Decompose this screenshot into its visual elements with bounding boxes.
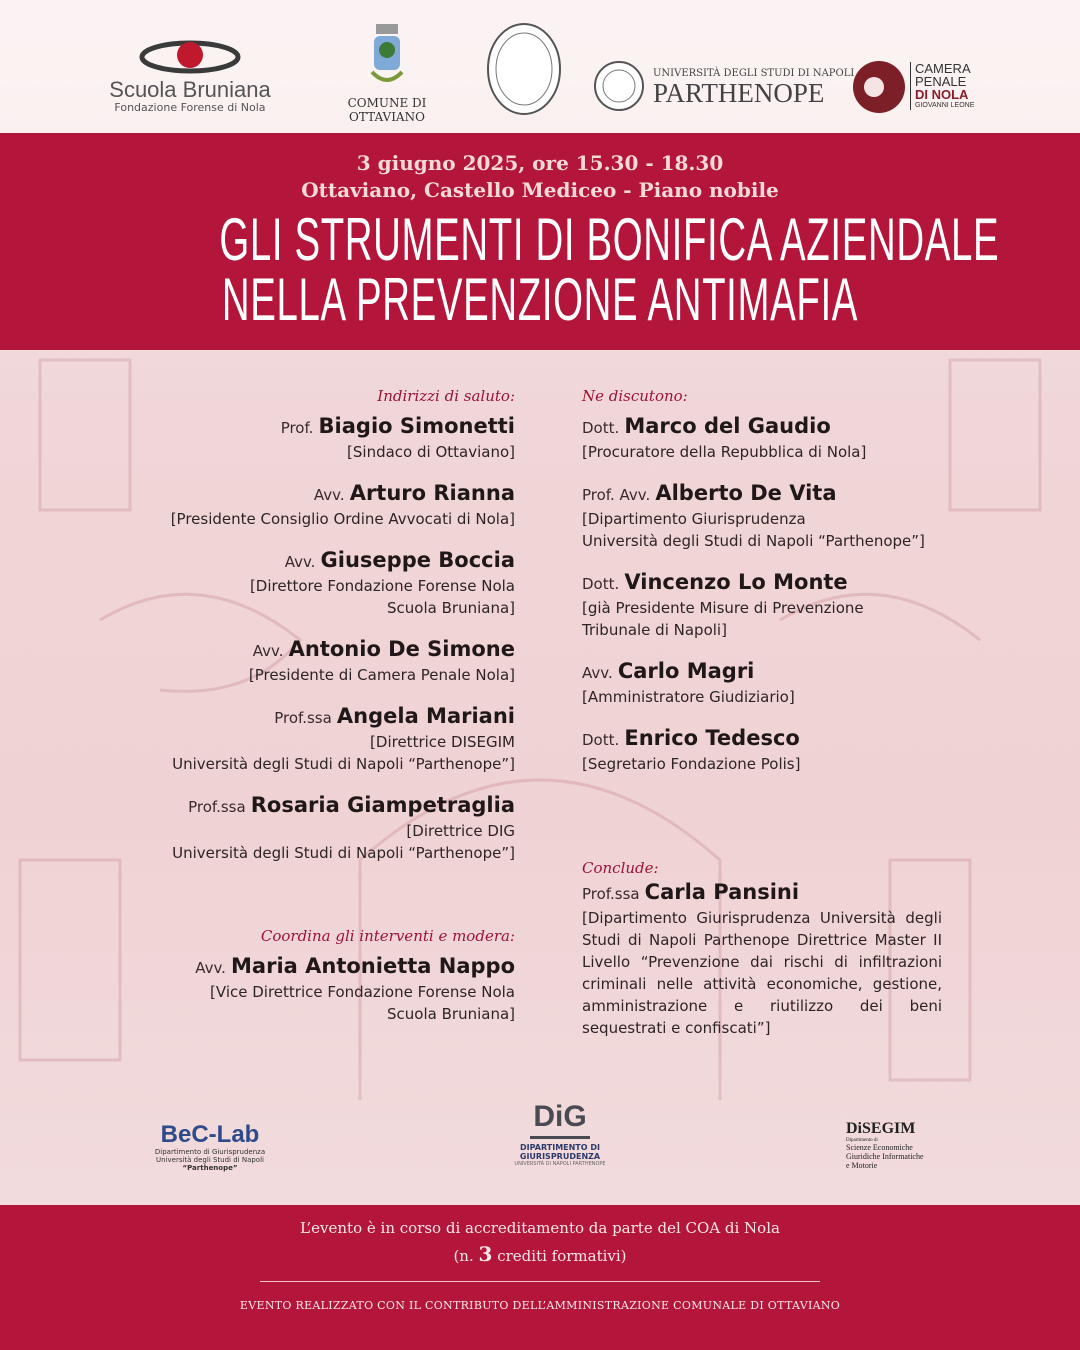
beclab-logo: BeC-Lab Dipartimento di Giurisprudenza Università degli Studi di Napoli “Parthenope” (154, 1121, 266, 1172)
speaker-role: [Segretario Fondazione Polis] (582, 755, 801, 773)
speaker-name: Biagio Simonetti (318, 414, 515, 438)
speaker-title: Avv. (195, 959, 226, 977)
conclusion-section (582, 857, 942, 1054)
speaker (135, 701, 515, 775)
speaker (135, 951, 515, 1025)
disegim-logo: DiSEGIM Dipartimento di Scienze Economiche Giuridiche Informatiche e Motorie (846, 1120, 924, 1170)
speaker-name: Alberto De Vita (655, 481, 837, 505)
speaker-role: [Presidente di Camera Penale Nola] (248, 666, 515, 684)
book-icon (530, 1134, 590, 1139)
discussants-heading: Ne discutono: (582, 387, 688, 405)
speaker-name: Rosaria Giampetraglia (250, 793, 515, 817)
speaker-title: Prof.ssa (582, 885, 640, 903)
moderator-section (135, 925, 515, 1040)
speaker-role: [Sindaco di Ottaviano] (347, 443, 515, 461)
accreditation-footer (0, 1205, 1080, 1350)
greetings-heading: Indirizzi di saluto: (377, 387, 515, 405)
speaker-role: [Dipartimento Giurisprudenza Università degli Studi di Napoli “Parthenope”] (582, 510, 925, 550)
conclusion-heading: Conclude: (582, 859, 659, 877)
speaker-title: Avv. (313, 486, 345, 504)
partner-logos-bar: Scuola Bruniana Fondazione Forense di Nola COMUNE DI OTTAVIANO UNIVERSITÀ DEGLI STUDI DI NAPOLI PARTHENOPE CAMERA PENALE DI NOLA GIOVANNI LEONE (0, 0, 1080, 133)
speaker-title: Dott. (582, 575, 620, 593)
speaker-role: [Direttrice DIG Università degli Studi di Napoli “Parthenope”] (172, 822, 515, 862)
coat-of-arms-icon (362, 22, 412, 92)
speaker-name: Giuseppe Boccia (320, 548, 515, 572)
speaker-role: [Presidente Consiglio Ordine Avvocati di Nola] (170, 510, 515, 528)
speaker-title: Dott. (582, 731, 620, 749)
speaker-role: [Direttrice DISEGIM Università degli Studi di Napoli “Parthenope”] (172, 733, 515, 773)
speaker-role: [già Presidente Misure di Prevenzione Tribunale di Napoli] (582, 599, 864, 639)
speaker (582, 877, 942, 1039)
credits-text: (n. 3 crediti formativi) (453, 1242, 627, 1266)
footer-divider (260, 1281, 820, 1282)
discussants-column (582, 385, 942, 790)
speaker-title: Prof.ssa (188, 798, 246, 816)
speaker (135, 545, 515, 619)
speaker-title: Dott. (582, 419, 620, 437)
moderator-heading: Coordina gli interventi e modera: (260, 927, 515, 945)
speaker-name: Enrico Tedesco (624, 726, 800, 750)
speaker-name: Maria Antonietta Nappo (231, 954, 515, 978)
speaker (582, 411, 942, 463)
speaker-name: Vincenzo Lo Monte (624, 570, 848, 594)
lion-icon (852, 60, 906, 114)
university-seal-icon (593, 60, 645, 112)
comune-ottaviano-logo: COMUNE DI OTTAVIANO (312, 22, 462, 124)
speaker (582, 478, 942, 552)
speaker-title: Avv. (284, 553, 316, 571)
speaker-name: Antonio De Simone (288, 637, 515, 661)
dig-logo: DiG DIPARTIMENTO DI GIURISPRUDENZA UNIVERSITÀ DI NAPOLI PARTHENOPE (514, 1100, 606, 1167)
speaker-role: [Dipartimento Giurisprudenza Università degli Studi di Napoli Parthenope Direttrice Master II Livello “Prevenzione dai rischi di infiltrazioni criminali nelle attività economiche, gestione, amministrazione e riutilizzo dei beni sequestrati e confiscati”] (582, 909, 942, 1037)
scuola-bruniana-logo: Scuola Bruniana Fondazione Forense di Nola (100, 35, 280, 114)
speaker-name: Marco del Gaudio (624, 414, 831, 438)
speaker-name: Arturo Rianna (349, 481, 515, 505)
speaker-title: Avv. (582, 664, 613, 682)
event-title-line1: GLI STRUMENTI DI BONIFICA AZIENDALE (219, 206, 1000, 273)
speaker-name: Angela Mariani (336, 704, 515, 728)
event-title-line2: NELLA PREVENZIONE ANTIMAFIA (221, 266, 859, 333)
speaker-role: [Procuratore della Repubblica di Nola] (582, 443, 867, 461)
speaker (135, 411, 515, 463)
speaker-role: [Direttore Fondazione Forense Nola Scuola Bruniana] (249, 577, 515, 617)
speaker-role: [Vice Direttrice Fondazione Forense Nola Scuola Bruniana] (210, 983, 515, 1023)
speaker-title: Avv. (252, 642, 284, 660)
speaker-name: Carlo Magri (617, 659, 755, 683)
speaker-name: Carla Pansini (644, 880, 800, 904)
title-banner (0, 133, 1080, 350)
eye-icon (135, 35, 245, 75)
speaker-title: Prof. (280, 419, 314, 437)
speaker-title: Prof.ssa (274, 709, 332, 727)
event-date: 3 giugno 2025, ore 15.30 - 18.30 (356, 151, 724, 175)
speaker (582, 723, 942, 775)
ordine-avvocati-seal (486, 22, 562, 116)
speaker (582, 656, 942, 708)
speaker-role: [Amministratore Giudiziario] (582, 688, 795, 706)
accreditation-text: L’evento è in corso di accreditamento da parte del COA di Nola (300, 1219, 780, 1237)
speaker (135, 478, 515, 530)
event-place: Ottaviano, Castello Mediceo - Piano nobile (301, 178, 779, 202)
greetings-column (135, 385, 515, 879)
speaker (135, 790, 515, 864)
sponsor-note: EVENTO REALIZZATO CON IL CONTRIBUTO DELL’AMMINISTRAZIONE COMUNALE DI OTTAVIANO (239, 1299, 841, 1312)
speaker (135, 634, 515, 686)
speaker (582, 567, 942, 641)
speaker-title: Prof. Avv. (582, 486, 651, 504)
